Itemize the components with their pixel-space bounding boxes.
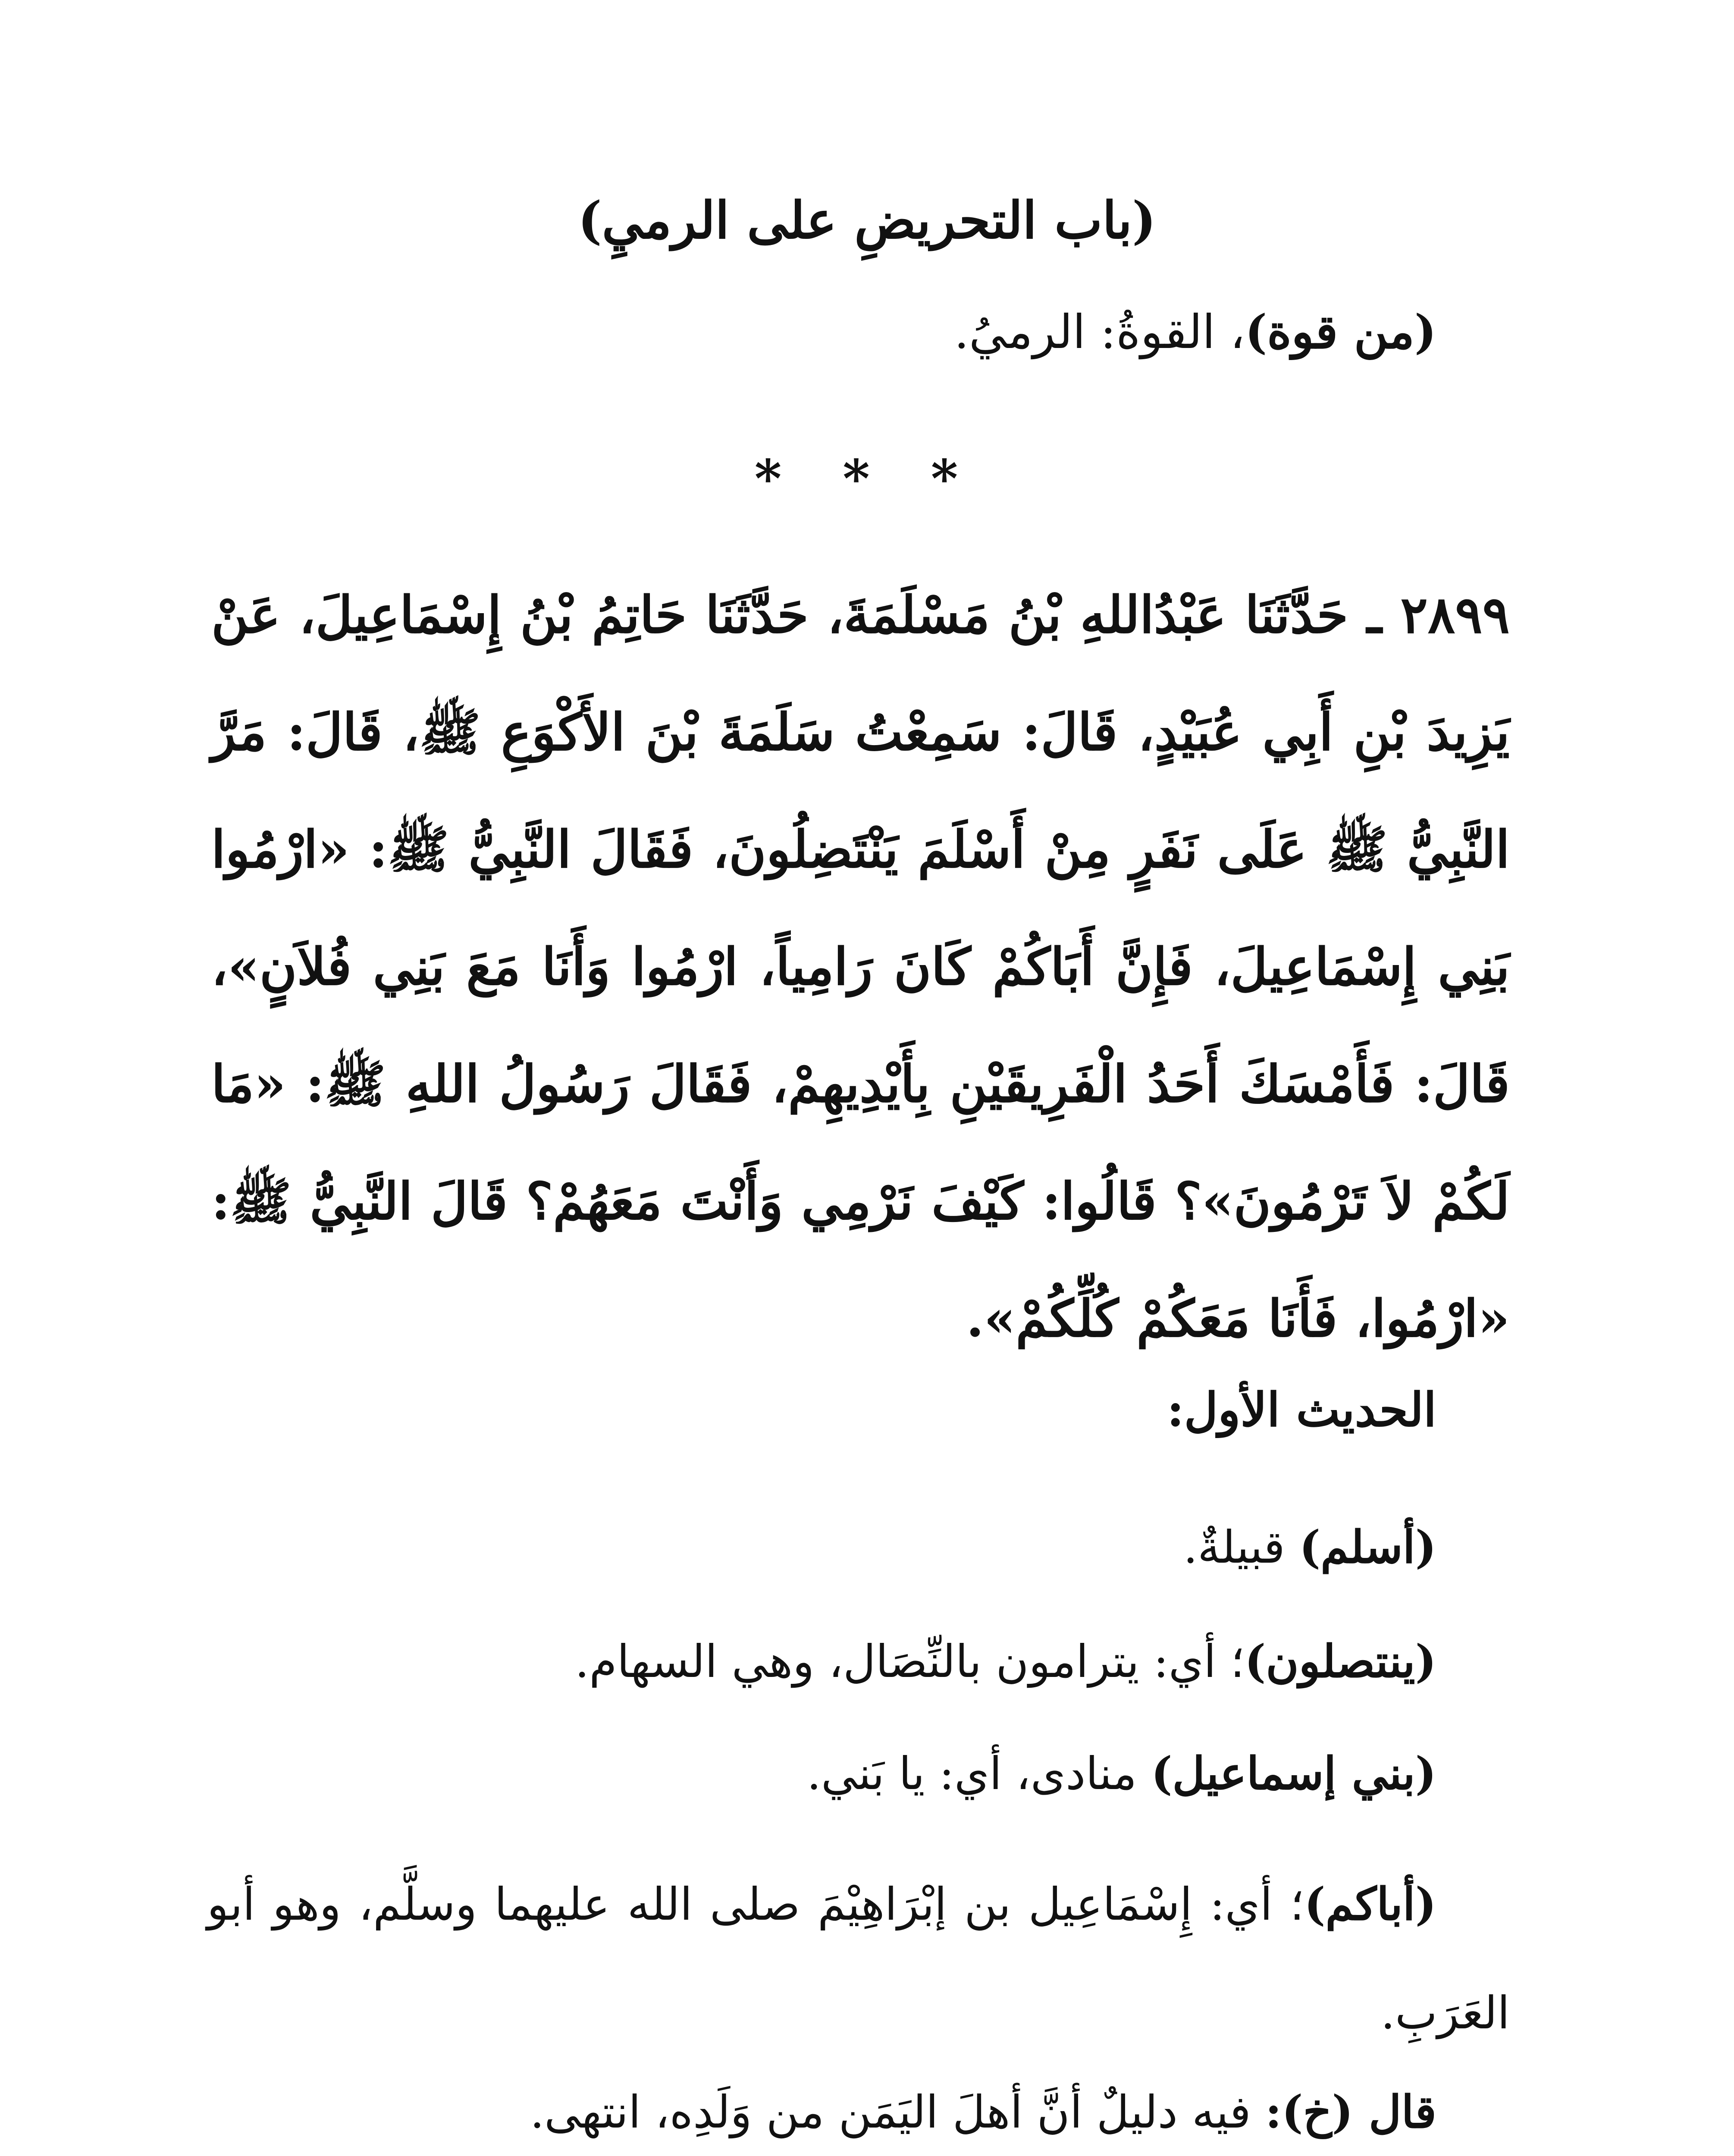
gloss-text: ، القوةُ: الرميُ. [954,305,1245,359]
note-term: قال (خ): [1265,2085,1436,2138]
gloss-term: (من قوة) [1245,305,1436,359]
note-text: ؛ أي: يترامون بالنِّصَال، وهي السهام. [575,1635,1245,1688]
note-term: (ينتصلون) [1245,1635,1436,1688]
note-text: منادى، أي: يا بَني. [806,1747,1151,1800]
note-term: (بني إسماعيل) [1151,1747,1436,1800]
hadith-paragraph [211,556,1510,1377]
chapter-heading: (باب التحريضِ على الرميِ) [577,190,1157,250]
note-text: فيه دليلٌ أنَّ أهلَ اليَمَن من وَلَدِه، انتهى. [530,2086,1265,2138]
note-line [1183,1518,1436,1576]
note-term: (أباكم) [1304,1877,1436,1930]
notes-title: الحديث الأول: [1166,1383,1436,1437]
note-line [807,1744,1436,1803]
section-separator: * * * [754,448,980,509]
gloss-line [954,302,1436,363]
hadith-text: ـ حَدَّثَنَا عَبْدُاللهِ بْنُ مَسْلَمَةَ، حَدَّثَنَا حَاتِمُ بْنُ إِسْمَاعِيلَ، عَنْ يَزِيدَ بْنِ أَبِي عُبَيْدٍ، قَالَ: سَمِعْتُ سَلَمَةَ بْنَ الأَكْوَعِ ﷺ، قَالَ: مَرَّ النَّبِيُّ ﷺ عَلَى نَفَرٍ مِنْ أَسْلَمَ يَنْتَضِلُونَ، فَقَالَ النَّبِيُّ ﷺ: «ارْمُوا بَنِي إِسْمَاعِيلَ، فَإِنَّ أَبَاكُمْ كَانَ رَامِياً، ارْمُوا وَأَنَا مَعَ بَنِي فُلاَنٍ»، قَالَ: فَأَمْسَكَ أَحَدُ الْفَرِيقَيْنِ بِأَيْدِيهِمْ، فَقَالَ رَسُولُ اللهِ ﷺ: «مَا لَكُمْ لاَ تَرْمُونَ»؟ قَالُوا: كَيْفَ نَرْمِي وَأَنْتَ مَعَهُمْ؟ قَالَ النَّبِيُّ ﷺ: «ارْمُوا، فَأَنَا مَعَكُمْ كُلِّكُمْ». [211,585,1510,1348]
note-paragraph [207,1850,1510,2067]
note-line [530,2083,1436,2141]
note-line [575,1632,1436,1691]
note-text: قبيلةٌ. [1183,1521,1299,1573]
note-text: ؛ أي: إِسْمَاعِيل بن إبْرَاهِيْمَ صلى الله عليهما وسلَّم، وهو أبو العَرَبِ. [207,1878,1510,2039]
hadith-number: ٢٨٩٩ [1400,585,1510,645]
note-term: (أسلم) [1299,1520,1436,1573]
